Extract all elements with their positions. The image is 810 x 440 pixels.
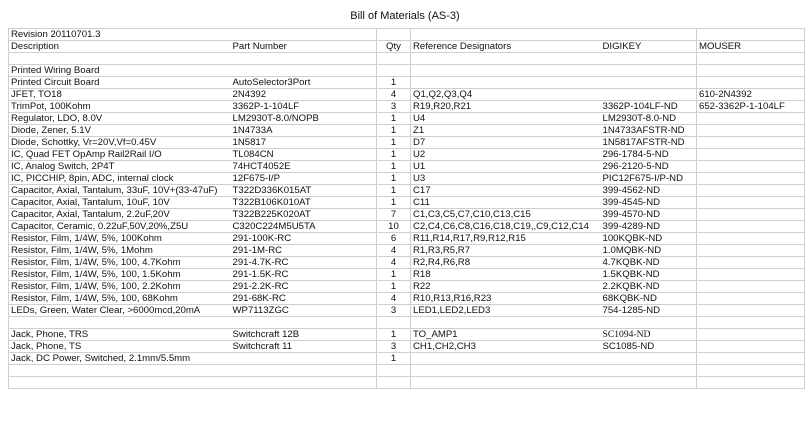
description-cell: Jack, Phone, TRS — [9, 329, 231, 341]
reference-designators-cell — [411, 65, 601, 77]
description-cell: Resistor, Film, 1/4W, 5%, 100, 68Kohm — [9, 293, 231, 305]
reference-designators-cell: TO_AMP1 — [411, 329, 601, 341]
digikey-cell — [601, 65, 697, 77]
part-number-cell: T322D336K015AT — [231, 185, 377, 197]
digikey-cell: LM2930T-8.0-ND — [601, 113, 697, 125]
qty-cell: 4 — [377, 89, 411, 101]
reference-designators-cell: CH1,CH2,CH3 — [411, 341, 601, 353]
part-number-cell: AutoSelector3Port — [231, 77, 377, 89]
reference-designators-cell: U1 — [411, 161, 601, 173]
table-row — [9, 257, 805, 269]
revision-row — [9, 29, 805, 41]
qty-cell: 4 — [377, 293, 411, 305]
mouser-cell — [697, 161, 805, 173]
table-row — [9, 305, 805, 317]
reference-designators-cell: D7 — [411, 137, 601, 149]
digikey-cell — [601, 77, 697, 89]
table-row — [9, 221, 805, 233]
reference-designators-cell: U3 — [411, 173, 601, 185]
qty-cell — [377, 377, 411, 389]
part-number-cell: 1N4733A — [231, 125, 377, 137]
digikey-cell: 1N5817AFSTR-ND — [601, 137, 697, 149]
reference-designators-cell: Q1,Q2,Q3,Q4 — [411, 89, 601, 101]
digikey-cell: 1N4733AFSTR-ND — [601, 125, 697, 137]
table-row — [9, 317, 805, 329]
description-cell — [9, 317, 231, 329]
description-cell: Diode, Zener, 5.1V — [9, 125, 231, 137]
mouser-cell — [697, 281, 805, 293]
reference-designators-cell: R1,R3,R5,R7 — [411, 245, 601, 257]
digikey-cell — [601, 53, 697, 65]
reference-designators-cell: LED1,LED2,LED3 — [411, 305, 601, 317]
mouser-cell — [697, 173, 805, 185]
description-cell — [9, 53, 231, 65]
description-cell: Capacitor, Axial, Tantalum, 2.2uF,20V — [9, 209, 231, 221]
mouser-cell — [697, 125, 805, 137]
digikey-cell: 399-4570-ND — [601, 209, 697, 221]
table-row — [9, 233, 805, 245]
part-number-cell — [231, 353, 377, 365]
qty-cell: 1 — [377, 161, 411, 173]
reference-designators-cell — [411, 365, 601, 377]
qty-cell: 3 — [377, 305, 411, 317]
description-cell: Diode, Schottky, Vr=20V,Vf=0.45V — [9, 137, 231, 149]
digikey-cell: 1.0MQBK-ND — [601, 245, 697, 257]
part-number-cell: 291-68K-RC — [231, 293, 377, 305]
digikey-cell: 100KQBK-ND — [601, 233, 697, 245]
part-number-cell: 291-1M-RC — [231, 245, 377, 257]
qty-cell: 1 — [377, 269, 411, 281]
column-header-reference-designators: Reference Designators — [411, 41, 601, 53]
qty-cell: 6 — [377, 233, 411, 245]
table-row — [9, 113, 805, 125]
mouser-cell — [697, 245, 805, 257]
description-cell: Regulator, LDO, 8.0V — [9, 113, 231, 125]
reference-designators-cell — [411, 317, 601, 329]
table-row — [9, 137, 805, 149]
header-row — [9, 41, 805, 53]
digikey-cell: 1.5KQBK-ND — [601, 269, 697, 281]
digikey-cell: 68KQBK-ND — [601, 293, 697, 305]
digikey-cell: 3362P-104LF-ND — [601, 101, 697, 113]
qty-cell — [377, 53, 411, 65]
qty-cell: 1 — [377, 113, 411, 125]
description-cell — [9, 377, 231, 389]
digikey-cell: 399-4545-ND — [601, 197, 697, 209]
part-number-cell — [231, 65, 377, 77]
digikey-cell: SC1085-ND — [601, 341, 697, 353]
mouser-cell — [697, 233, 805, 245]
table-row — [9, 65, 805, 77]
description-cell: Resistor, Film, 1/4W, 5%, 100, 4.7Kohm — [9, 257, 231, 269]
part-number-cell: 2N4392 — [231, 89, 377, 101]
reference-designators-cell: R22 — [411, 281, 601, 293]
bom-table-body — [9, 29, 805, 389]
digikey-cell — [601, 317, 697, 329]
qty-cell: 1 — [377, 125, 411, 137]
qty-cell: 1 — [377, 197, 411, 209]
digikey-cell — [601, 89, 697, 101]
qty-cell — [377, 365, 411, 377]
description-cell: Resistor, Film, 1/4W, 5%, 1Mohm — [9, 245, 231, 257]
reference-designators-cell: R2,R4,R6,R8 — [411, 257, 601, 269]
part-number-cell: 291-1.5K-RC — [231, 269, 377, 281]
part-number-cell: Switchcraft 11 — [231, 341, 377, 353]
table-row — [9, 53, 805, 65]
description-cell: Jack, Phone, TS — [9, 341, 231, 353]
part-number-cell: T322B106K010AT — [231, 197, 377, 209]
mouser-cell — [697, 305, 805, 317]
mouser-cell — [697, 293, 805, 305]
revision-row-empty — [411, 29, 601, 41]
mouser-cell — [697, 257, 805, 269]
digikey-cell: 4.7KQBK-ND — [601, 257, 697, 269]
description-cell: Capacitor, Axial, Tantalum, 10uF, 10V — [9, 197, 231, 209]
reference-designators-cell: C2,C4,C6,C8,C16,C18,C19,,C9,C12,C14 — [411, 221, 601, 233]
part-number-cell: Switchcraft 12B — [231, 329, 377, 341]
part-number-cell: C320C224M5U5TA — [231, 221, 377, 233]
part-number-cell — [231, 53, 377, 65]
table-row — [9, 125, 805, 137]
description-cell: IC, Quad FET OpAmp Rail2Rail I/O — [9, 149, 231, 161]
table-row — [9, 293, 805, 305]
column-header-part-number: Part Number — [231, 41, 377, 53]
revision-label: Revision 20110701.3 — [9, 29, 231, 41]
column-header-description: Description — [9, 41, 231, 53]
part-number-cell: WP7113ZGC — [231, 305, 377, 317]
table-row — [9, 281, 805, 293]
mouser-cell — [697, 329, 805, 341]
reference-designators-cell — [411, 377, 601, 389]
mouser-cell — [697, 365, 805, 377]
qty-cell: 1 — [377, 173, 411, 185]
table-row — [9, 185, 805, 197]
part-number-cell — [231, 317, 377, 329]
digikey-cell: 2.2KQBK-ND — [601, 281, 697, 293]
part-number-cell: LM2930T-8.0/NOPB — [231, 113, 377, 125]
revision-row-empty — [697, 29, 805, 41]
reference-designators-cell: R18 — [411, 269, 601, 281]
part-number-cell: 291-2.2K-RC — [231, 281, 377, 293]
table-row — [9, 353, 805, 365]
mouser-cell — [697, 53, 805, 65]
description-cell: TrimPot, 100Kohm — [9, 101, 231, 113]
mouser-cell — [697, 353, 805, 365]
table-row — [9, 77, 805, 89]
description-cell: Resistor, Film, 1/4W, 5%, 100Kohm — [9, 233, 231, 245]
description-cell: Printed Circuit Board — [9, 77, 231, 89]
mouser-cell — [697, 137, 805, 149]
digikey-cell: 754-1285-ND — [601, 305, 697, 317]
part-number-cell: 12F675-I/P — [231, 173, 377, 185]
mouser-cell: 610-2N4392 — [697, 89, 805, 101]
table-row — [9, 329, 805, 341]
mouser-cell: 652-3362P-1-104LF — [697, 101, 805, 113]
part-number-cell: 74HCT4052E — [231, 161, 377, 173]
qty-cell: 7 — [377, 209, 411, 221]
digikey-cell: PIC12F675-I/P-ND — [601, 173, 697, 185]
reference-designators-cell: C11 — [411, 197, 601, 209]
qty-cell: 3 — [377, 101, 411, 113]
part-number-cell — [231, 365, 377, 377]
mouser-cell — [697, 185, 805, 197]
mouser-cell — [697, 197, 805, 209]
table-row — [9, 269, 805, 281]
reference-designators-cell: C17 — [411, 185, 601, 197]
qty-cell: 1 — [377, 185, 411, 197]
mouser-cell — [697, 65, 805, 77]
part-number-cell: 1N5817 — [231, 137, 377, 149]
digikey-cell — [601, 353, 697, 365]
table-row — [9, 89, 805, 101]
part-number-cell: 291-100K-RC — [231, 233, 377, 245]
mouser-cell — [697, 113, 805, 125]
description-cell: LEDs, Green, Water Clear, >6000mcd,20mA — [9, 305, 231, 317]
qty-cell: 1 — [377, 353, 411, 365]
qty-cell — [377, 65, 411, 77]
part-number-cell — [231, 377, 377, 389]
qty-cell: 1 — [377, 137, 411, 149]
table-row — [9, 161, 805, 173]
description-cell: Capacitor, Axial, Tantalum, 33uF, 10V+(33-47uF) — [9, 185, 231, 197]
table-row — [9, 173, 805, 185]
reference-designators-cell: U4 — [411, 113, 601, 125]
qty-cell: 4 — [377, 257, 411, 269]
revision-row-empty — [377, 29, 411, 41]
digikey-cell: 296-2120-5-ND — [601, 161, 697, 173]
reference-designators-cell: R10,R13,R16,R23 — [411, 293, 601, 305]
qty-cell: 3 — [377, 341, 411, 353]
mouser-cell — [697, 317, 805, 329]
digikey-cell: SC1094-ND — [601, 329, 697, 341]
mouser-cell — [697, 341, 805, 353]
description-cell: Jack, DC Power, Switched, 2.1mm/5.5mm — [9, 353, 231, 365]
bom-table — [8, 28, 805, 389]
part-number-cell: T322B225K020AT — [231, 209, 377, 221]
reference-designators-cell: C1,C3,C5,C7,C10,C13,C15 — [411, 209, 601, 221]
qty-cell: 10 — [377, 221, 411, 233]
description-cell: JFET, TO18 — [9, 89, 231, 101]
mouser-cell — [697, 209, 805, 221]
mouser-cell — [697, 77, 805, 89]
part-number-cell: TL084CN — [231, 149, 377, 161]
reference-designators-cell: U2 — [411, 149, 601, 161]
revision-row-empty — [601, 29, 697, 41]
description-cell: Resistor, Film, 1/4W, 5%, 100, 1.5Kohm — [9, 269, 231, 281]
column-header-mouser: MOUSER — [697, 41, 805, 53]
reference-designators-cell: R19,R20,R21 — [411, 101, 601, 113]
table-row — [9, 149, 805, 161]
qty-cell: 1 — [377, 281, 411, 293]
table-row — [9, 209, 805, 221]
digikey-cell: 399-4562-ND — [601, 185, 697, 197]
column-header-digikey: DIGIKEY — [601, 41, 697, 53]
reference-designators-cell — [411, 77, 601, 89]
column-header-qty: Qty — [377, 41, 411, 53]
qty-cell — [377, 317, 411, 329]
mouser-cell — [697, 221, 805, 233]
reference-designators-cell — [411, 53, 601, 65]
part-number-cell: 3362P-1-104LF — [231, 101, 377, 113]
digikey-cell — [601, 377, 697, 389]
document-title: Bill of Materials (AS-3) — [350, 10, 460, 22]
description-cell: Resistor, Film, 1/4W, 5%, 100, 2.2Kohm — [9, 281, 231, 293]
part-number-cell: 291-4.7K-RC — [231, 257, 377, 269]
table-row — [9, 101, 805, 113]
table-row — [9, 197, 805, 209]
qty-cell: 1 — [377, 77, 411, 89]
table-row — [9, 341, 805, 353]
mouser-cell — [697, 377, 805, 389]
table-row — [9, 245, 805, 257]
description-cell: IC, PICCHIP, 8pin, ADC, internal clock — [9, 173, 231, 185]
description-cell: Capacitor, Ceramic, 0.22uF,50V,20%,Z5U — [9, 221, 231, 233]
digikey-cell — [601, 365, 697, 377]
description-cell: IC, Analog Switch, 2P4T — [9, 161, 231, 173]
reference-designators-cell: R11,R14,R17,R9,R12,R15 — [411, 233, 601, 245]
description-cell — [9, 365, 231, 377]
qty-cell: 1 — [377, 329, 411, 341]
reference-designators-cell: Z1 — [411, 125, 601, 137]
revision-row-empty — [231, 29, 377, 41]
description-cell: Printed Wiring Board — [9, 65, 231, 77]
reference-designators-cell — [411, 353, 601, 365]
digikey-cell: 399-4289-ND — [601, 221, 697, 233]
mouser-cell — [697, 149, 805, 161]
qty-cell: 4 — [377, 245, 411, 257]
qty-cell: 1 — [377, 149, 411, 161]
table-row — [9, 365, 805, 377]
table-row — [9, 377, 805, 389]
digikey-cell: 296-1784-5-ND — [601, 149, 697, 161]
mouser-cell — [697, 269, 805, 281]
